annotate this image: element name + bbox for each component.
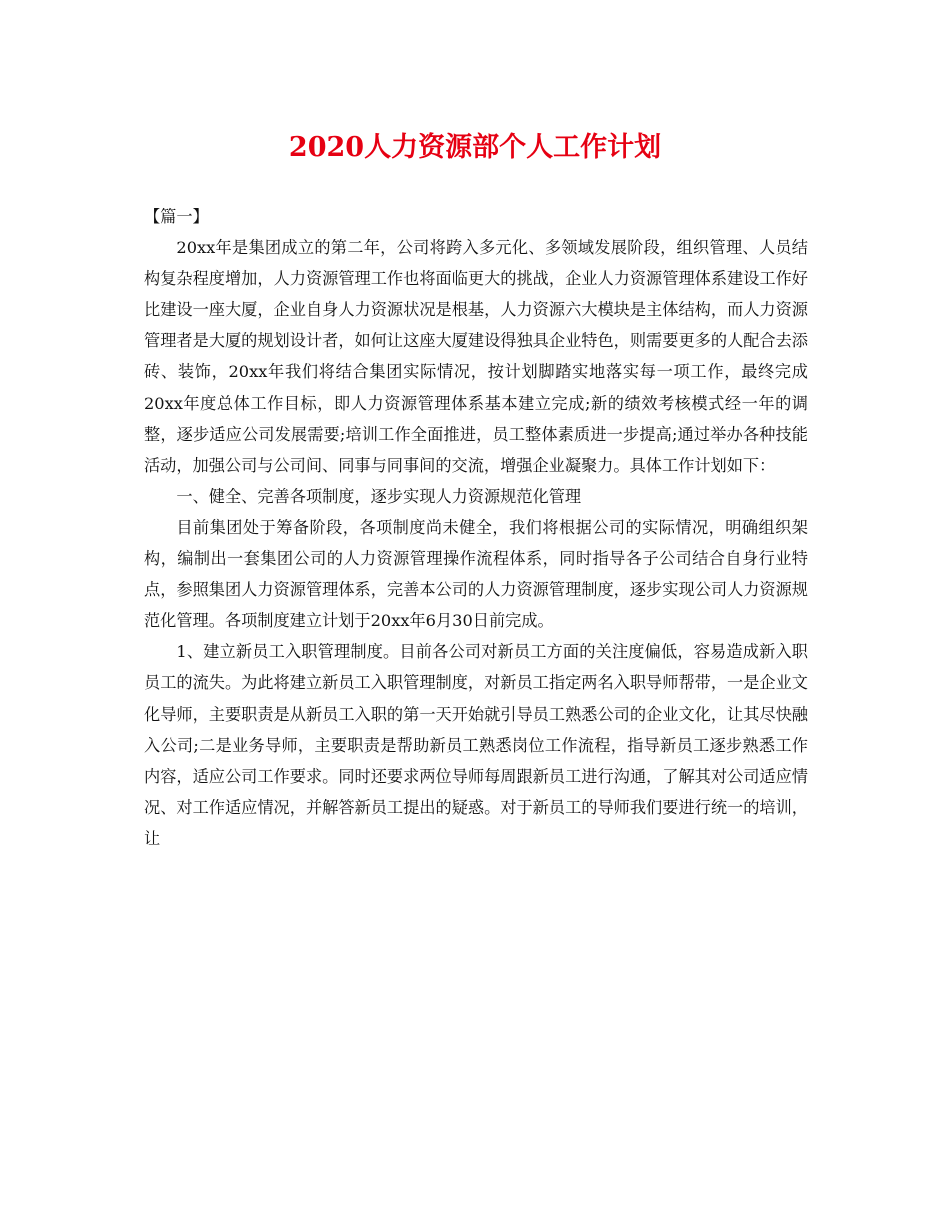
section-label: 【篇一】	[144, 207, 209, 226]
section-heading: 一、健全、完善各项制度，逐步实现人力资源规范化管理	[176, 486, 582, 506]
document-title: 2020人力资源部个人工作计划	[288, 132, 662, 163]
paragraph-onboarding: 1、建立新员工入职管理制度。目前各公司对新员工方面的关注度偏低，容易造成新入职员工的流失。为此将建立新员工入职管理制度，对新员工指定两名入职导师帮带，一是企业文化导师，主要职责是从新员工入职的第一天开始就引导员工熟悉公司的企业文化，让其尽快融入公司;二是业务导师，主要职责是帮助新员工熟悉岗位工作流程，指导新员工逐步熟悉工作内容，适应公司工作要求。同时还要求两位导师每周跟新员工进行沟通，了解其对公司适应情况、对工作适应情况，并解答新员工提出的疑惑。对于新员工的导师我们要进行统一的培训，让	[144, 642, 808, 848]
document-body	[144, 201, 808, 854]
paragraph-intro: 20xx年是集团成立的第二年，公司将跨入多元化、多领域发展阶段，组织管理、人员结构复杂程度增加，人力资源管理工作也将面临更大的挑战，企业人力资源管理体系建设工作好比建设一座大厦，企业自身人力资源状况是根基，人力资源六大模块是主体结构，而人力资源管理者是大厦的规划设计者，如何让这座大厦建设得独具企业特色，则需要更多的人配合去添砖、装饰，20xx年我们将结合集团实际情况，按计划脚踏实地落实每一项工作，最终完成20xx年度总体工作目标，即人力资源管理体系基本建立完成;新的绩效考核模式经一年的调整，逐步适应公司发展需要;培训工作全面推进，员工整体素质进一步提高;通过举办各种技能活动，加强公司与公司间、同事与同事间的交流，增强企业凝聚力。具体工作计划如下：	[144, 238, 808, 475]
paragraph-system: 目前集团处于筹备阶段，各项制度尚未健全，我们将根据公司的实际情况，明确组织架构，编制出一套集团公司的人力资源管理操作流程体系，同时指导各子公司结合自身行业特点，参照集团人力资源管理体系，完善本公司的人力资源管理制度，逐步实现公司人力资源规范化管理。各项制度建立计划于20xx年6月30日前完成。	[144, 517, 808, 631]
